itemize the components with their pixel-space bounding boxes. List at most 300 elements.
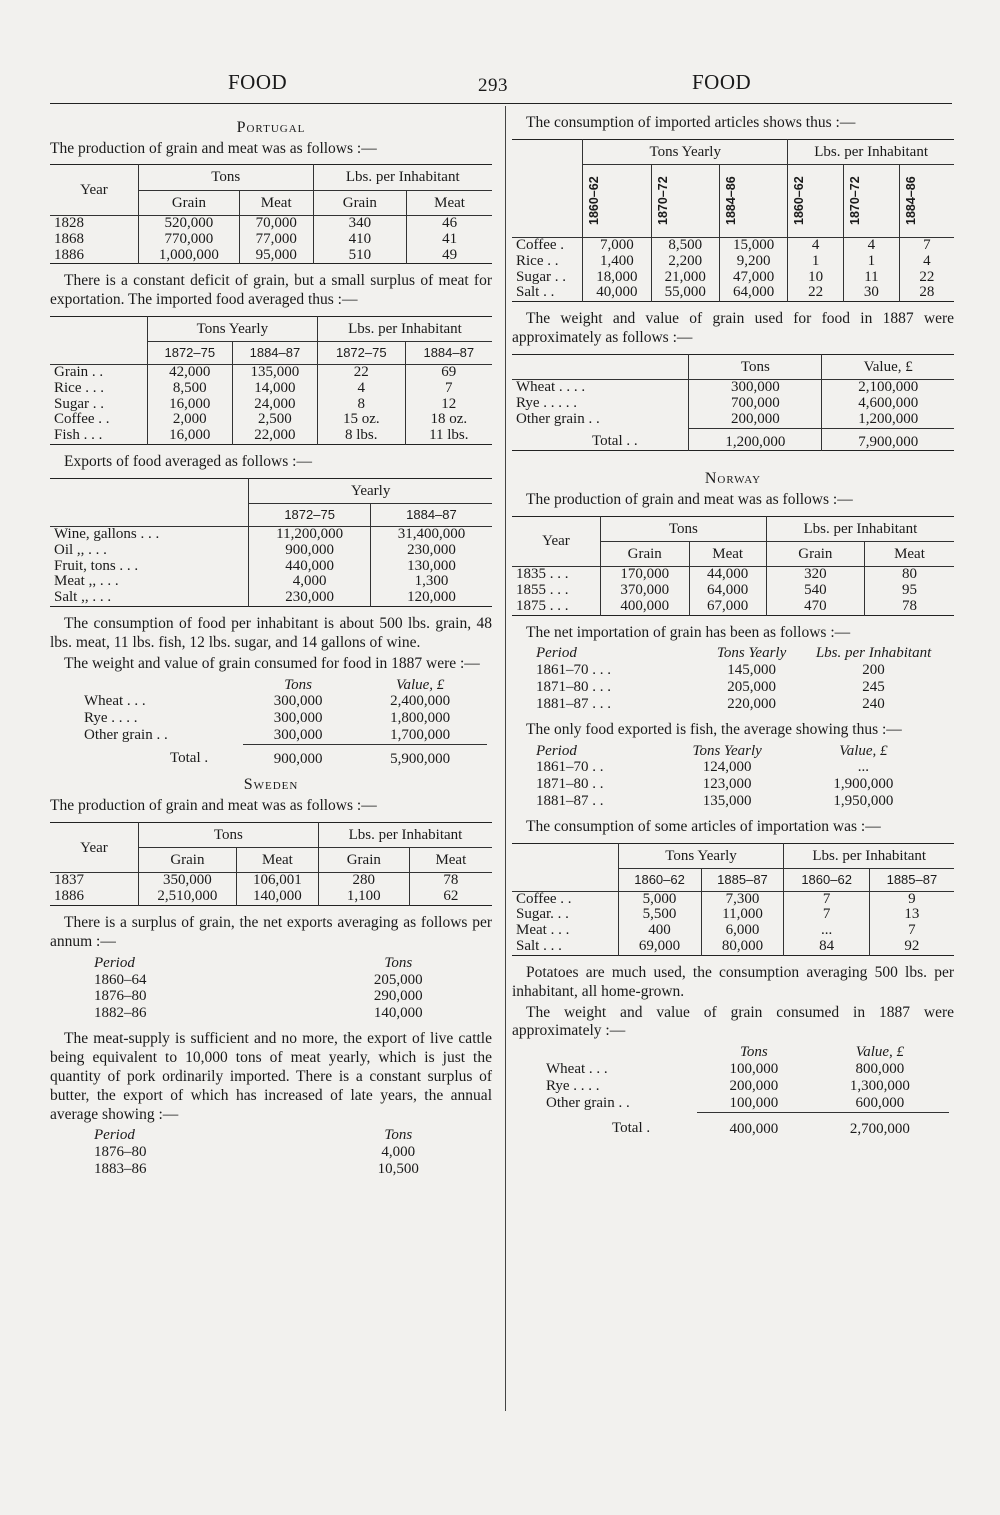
table-cell: 4 (788, 238, 844, 254)
table-row (542, 1095, 949, 1112)
col-header: Value, £ (395, 676, 445, 693)
col-header: Meat (407, 190, 492, 215)
table-cell: Wheat . . . (546, 1061, 608, 1078)
table-row (50, 428, 492, 444)
table-cell: Coffee . . (54, 411, 110, 428)
section-heading-norway: Norway (704, 470, 762, 488)
table-cell: 28 (899, 285, 954, 301)
table-cell: 900,000 (273, 750, 323, 767)
table-cell: 12 (405, 397, 492, 413)
table-row (80, 693, 487, 710)
table-row (50, 527, 492, 543)
col-header: Lbs. per Inhabitant (317, 317, 492, 342)
running-head-right: FOOD (692, 70, 752, 94)
table-cell: Sugar . . (516, 268, 566, 285)
paragraph: The consumption of some articles of importation was :— (526, 817, 881, 835)
norway-production-table (512, 516, 954, 616)
table-cell: 40,000 (583, 285, 651, 301)
col-header: 1885–87 (869, 868, 954, 891)
table-row (542, 1061, 949, 1078)
col-header: Tons (138, 822, 318, 847)
col-header: Grain (318, 848, 409, 873)
col-header-empty (80, 678, 243, 694)
total-row (80, 744, 487, 767)
table-cell: 7 (784, 907, 869, 923)
table-cell: Sugar. . . (516, 906, 569, 923)
col-header: Grain (600, 542, 689, 567)
table-row (50, 559, 492, 575)
col-header: 1870–72 (848, 176, 863, 226)
table-cell: Total . (170, 750, 209, 767)
table-cell: 7,900,000 (822, 428, 954, 451)
table-cell: 1837 (54, 872, 84, 889)
table-cell: Rice . . (516, 252, 559, 269)
table-row (512, 939, 954, 955)
table-cell: 100,000 (697, 1095, 812, 1112)
portugal-imports-table (50, 316, 492, 445)
paragraph: The meat-supply is sufficient and no more, the export of live cattle being equivalent to 10,000 tons of meat yearly, which is just the quantity of pork ordinarily imported. There is a constant surplus of butter, the export of which has increased of late years, the annual average showing :— (50, 1029, 492, 1123)
table-cell: 22 (899, 270, 954, 286)
table-cell: 1,700,000 (354, 727, 487, 744)
table-cell: Salt ,, . . . (54, 589, 112, 606)
table-row (90, 972, 488, 989)
table-cell: 2,200 (651, 254, 719, 270)
table-cell: 15 oz. (317, 412, 405, 428)
table-cell: 80,000 (701, 939, 784, 955)
paragraph: Potatoes are much used, the consumption averaging 500 lbs. per inhabitant, all home-grown. (512, 963, 954, 1000)
table-cell: 400,000 (600, 599, 689, 615)
table-cell: 18 oz. (405, 412, 492, 428)
table-cell: Wheat . . . (84, 693, 146, 710)
table-cell: 290,000 (373, 988, 423, 1005)
table-cell: 4 (844, 238, 900, 254)
table-cell: 520,000 (138, 216, 239, 232)
col-header: Tons (739, 1044, 768, 1061)
table-cell: 8,500 (651, 238, 719, 254)
table-cell: 370,000 (600, 583, 689, 599)
table-cell: Coffee . (516, 237, 565, 254)
table-cell: 230,000 (249, 590, 371, 606)
table-cell: 41 (407, 232, 492, 248)
table-cell: 69 (405, 365, 492, 381)
table-cell: 2,700,000 (849, 1120, 910, 1137)
table-cell: 1,800,000 (390, 710, 451, 727)
table-cell: 1,950,000 (833, 792, 894, 809)
table-row (50, 873, 492, 889)
col-header: Lbs. per Inhabitant (815, 645, 932, 662)
table-cell: Salt . . (516, 284, 555, 301)
table-cell: 13 (869, 907, 954, 923)
table-cell: 100,000 (729, 1061, 779, 1078)
table-cell: 69,000 (618, 939, 701, 955)
table-cell: 900,000 (249, 543, 371, 559)
portugal-production-table (50, 164, 492, 264)
paragraph: There is a constant deficit of grain, but a small surplus of meat for exportation. The imported food averaged thus :— (50, 272, 492, 309)
table-cell: Wine, gallons . . . (54, 526, 160, 543)
table-cell: 1881–87 . . . (536, 695, 611, 712)
table-cell: 770,000 (138, 232, 239, 248)
table-cell: 16,000 (147, 397, 232, 413)
table-cell: 1882–86 (94, 1005, 147, 1022)
table-cell: 64,000 (719, 285, 787, 301)
table-row (512, 412, 954, 428)
table-cell: 4,000 (249, 574, 371, 590)
table-cell: 400 (618, 923, 701, 939)
col-header: Value, £ (822, 355, 954, 380)
table-cell: Fish . . . (54, 427, 103, 444)
table-cell: 320 (766, 567, 864, 583)
table-row (512, 270, 954, 286)
table-cell: 4,600,000 (822, 396, 954, 412)
col-header: Tons (600, 516, 766, 541)
table-row (532, 759, 939, 776)
norway-imports-table (532, 646, 939, 712)
col-header: Meat (409, 848, 492, 873)
table-cell: Meat ,, . . . (54, 573, 119, 590)
table-cell: 8 lbs. (317, 428, 405, 444)
col-header: Grain (313, 190, 407, 215)
col-header: Tons Yearly (147, 317, 317, 342)
col-header: Tons (284, 676, 313, 693)
table-cell: 340 (313, 216, 407, 232)
table-cell: 5,500 (618, 907, 701, 923)
table-row (512, 599, 954, 615)
table-cell: 5,000 (618, 891, 701, 907)
table-cell: 4,000 (381, 1144, 416, 1161)
table-row (80, 727, 487, 744)
col-header: Year (80, 182, 108, 199)
col-header: Lbs. per Inhabitant (766, 516, 954, 541)
sweden-production-table (50, 822, 492, 906)
paragraph: The weight and value of grain consumed for food in 1887 were :— (64, 654, 480, 672)
col-header: Value, £ (855, 1044, 905, 1061)
table-row (542, 1078, 949, 1095)
table-cell: 11,200,000 (249, 527, 371, 543)
table-cell: Total . (612, 1120, 651, 1137)
paragraph: The production of grain and meat was as follows :— (50, 796, 377, 814)
table-row (90, 1161, 488, 1178)
table-cell: 300,000 (243, 727, 354, 744)
table-cell: 280 (318, 873, 409, 889)
col-header: Period (94, 1127, 135, 1144)
col-header: Year (80, 839, 108, 856)
table-cell: 84 (784, 939, 869, 955)
portugal-grain-value-table-2 (512, 354, 954, 451)
table-cell: 135,000 (702, 792, 752, 809)
table-row (50, 248, 492, 264)
section-heading-portugal: Portugal (236, 119, 306, 136)
col-header-empty (50, 478, 249, 526)
sweden-exports-table (90, 956, 488, 1022)
col-header: 1884–86 (723, 176, 738, 226)
table-cell: 245 (862, 679, 885, 696)
table-cell: 78 (864, 599, 954, 615)
table-cell: 470 (766, 599, 864, 615)
table-cell: 1,100 (318, 889, 409, 905)
table-cell: 8,500 (147, 381, 232, 397)
col-header: 1884–87 (232, 342, 317, 365)
table-row (50, 412, 492, 428)
col-header: 1885–87 (701, 868, 784, 891)
paragraph: The net importation of grain has been as follows :— (526, 623, 851, 641)
table-cell: 1875 . . . (516, 597, 569, 614)
table-row (512, 238, 954, 254)
table-cell: 300,000 (273, 710, 323, 727)
col-header: Value, £ (839, 742, 888, 759)
left-column (50, 112, 492, 1186)
table-cell: 220,000 (727, 695, 776, 712)
table-cell: 1886 (54, 246, 84, 263)
table-row (50, 381, 492, 397)
col-header: 1870–72 (655, 176, 670, 226)
table-cell: 1,200,000 (689, 428, 822, 451)
table-row (50, 397, 492, 413)
col-header: Period (94, 954, 135, 971)
table-cell: 2,400,000 (390, 693, 451, 710)
table-cell: 21,000 (651, 270, 719, 286)
col-header-empty (50, 317, 147, 365)
table-cell: 510 (313, 248, 407, 264)
table-cell: 300,000 (689, 380, 822, 396)
col-header: Lbs. per Inhabitant (313, 165, 492, 190)
col-header-empty (512, 355, 689, 380)
table-cell: 1881–87 . . (536, 792, 604, 809)
table-row (532, 776, 939, 793)
table-cell: 1835 . . . (516, 566, 569, 583)
table-cell: 11,000 (701, 907, 784, 923)
table-cell: 47,000 (719, 270, 787, 286)
col-header: Meat (864, 542, 954, 567)
col-header: Tons Yearly (716, 645, 787, 662)
col-header: 1860–62 (618, 868, 701, 891)
table-cell: 124,000 (702, 759, 752, 776)
total-row (542, 1112, 949, 1137)
table-cell: 77,000 (239, 232, 313, 248)
column-divider (505, 106, 506, 1411)
table-cell: 64,000 (689, 583, 766, 599)
table-cell: 1868 (54, 230, 84, 247)
table-cell: Total . . (592, 433, 638, 450)
table-cell: 67,000 (689, 599, 766, 615)
table-row (50, 543, 492, 559)
table-cell: Oil ,, . . . (54, 541, 107, 558)
col-header-empty (512, 139, 583, 237)
paragraph: The consumption of food per inhabitant is about 500 lbs. grain, 48 lbs. meat, 11 lbs. fish, 12 lbs. sugar, and 14 gallons of wine. (50, 614, 492, 651)
norway-fish-table (532, 744, 939, 810)
col-header: Grain (138, 190, 239, 215)
table-cell: 1886 (54, 888, 84, 905)
col-header: Lbs. per Inhabitant (784, 843, 954, 868)
table-cell: Rye . . . . (84, 710, 138, 727)
table-cell: 49 (407, 248, 492, 264)
table-cell: 9 (869, 891, 954, 907)
table-cell: ... (784, 923, 869, 939)
col-header: Meat (236, 848, 318, 873)
table-cell: 62 (409, 889, 492, 905)
right-column (512, 112, 954, 1145)
portugal-grain-value-table (80, 678, 487, 768)
table-cell: Fruit, tons . . . (54, 557, 139, 574)
col-header: Lbs. per Inhabitant (788, 139, 954, 164)
running-head-left: FOOD (228, 70, 288, 94)
col-header: Tons (384, 954, 413, 971)
table-cell: 1861–70 . . . (536, 662, 611, 679)
table-cell: 1 (788, 254, 844, 270)
paragraph: The consumption of imported articles shows thus :— (526, 114, 856, 131)
col-header: Lbs. per Inhabitant (318, 822, 492, 847)
table-cell: 230,000 (370, 543, 492, 559)
table-cell: 400,000 (729, 1120, 779, 1137)
table-cell: 11 (844, 270, 900, 286)
table-cell: 22 (317, 365, 405, 381)
table-cell: 135,000 (232, 365, 317, 381)
col-header: 1884–86 (903, 176, 918, 226)
table-row (512, 254, 954, 270)
table-cell: 31,400,000 (370, 527, 492, 543)
table-cell: Salt . . . (516, 937, 562, 954)
table-cell: 700,000 (689, 396, 822, 412)
col-header: Year (542, 533, 570, 550)
col-header: 1860–62 (587, 176, 602, 226)
table-cell: 8 (317, 397, 405, 413)
table-row (512, 583, 954, 599)
table-row (532, 679, 939, 696)
table-cell: Wheat . . . . (516, 379, 586, 396)
table-cell: Other grain . . (84, 727, 168, 744)
table-cell: 80 (864, 567, 954, 583)
table-cell: 1,200,000 (822, 412, 954, 428)
table-cell: Sugar . . (54, 395, 104, 412)
table-row (50, 574, 492, 590)
table-cell: 106,001 (236, 873, 318, 889)
col-header: Yearly (249, 478, 492, 503)
table-cell: 1871–80 . . . (536, 679, 611, 696)
table-cell: Rye . . . . (546, 1077, 600, 1094)
table-cell: 7 (405, 381, 492, 397)
table-row (50, 365, 492, 381)
table-row (90, 1144, 488, 1161)
col-header: 1872–75 (147, 342, 232, 365)
table-cell: 24,000 (232, 397, 317, 413)
table-cell: 123,000 (702, 776, 752, 793)
table-cell: 92 (869, 939, 954, 955)
table-cell: 10,500 (377, 1161, 419, 1177)
paragraph: The weight and value of grain used for food in 1887 were approximately as follows :— (512, 310, 954, 347)
table-cell: 7,000 (583, 238, 651, 254)
portugal-consumption-table (512, 139, 954, 302)
table-cell: 1 (844, 254, 900, 270)
table-cell: 55,000 (651, 285, 719, 301)
table-cell: 2,000 (147, 412, 232, 428)
table-cell: 2,100,000 (822, 380, 954, 396)
table-cell: 140,000 (236, 889, 318, 905)
table-cell: Other grain . . (516, 411, 600, 428)
table-row (80, 710, 487, 727)
table-row (50, 590, 492, 606)
paragraph: Exports of food averaged as follows :— (64, 452, 312, 470)
table-cell: 240 (862, 695, 885, 712)
table-row (532, 793, 939, 810)
col-header: Meat (689, 542, 766, 567)
total-row (512, 428, 954, 451)
table-cell: Grain . . (54, 364, 104, 381)
col-header: Tons Yearly (692, 742, 762, 759)
col-header: Tons (689, 355, 822, 380)
col-header: Period (536, 742, 577, 759)
table-cell: Rye . . . . . (516, 395, 578, 412)
table-cell: 7 (784, 891, 869, 907)
header-rule (50, 103, 952, 104)
sweden-butter-table (90, 1128, 488, 1177)
paragraph: There is a surplus of grain, the net exports averaging as follows per annum :— (50, 913, 492, 950)
table-row (50, 889, 492, 905)
table-cell: 2,500 (232, 412, 317, 428)
table-cell: 1,900,000 (833, 776, 894, 793)
col-header: Period (536, 645, 577, 662)
table-cell: 9,200 (719, 254, 787, 270)
table-cell: 350,000 (138, 873, 236, 889)
table-cell: 540 (766, 583, 864, 599)
portugal-exports-table (50, 478, 492, 607)
table-row (512, 907, 954, 923)
norway-grain-value-table (542, 1045, 949, 1137)
table-row (512, 380, 954, 396)
table-cell: 4 (317, 381, 405, 397)
table-cell: 10 (788, 270, 844, 286)
table-row (50, 216, 492, 232)
table-row (532, 662, 939, 679)
table-cell: 1861–70 . . (536, 759, 604, 776)
table-row (512, 396, 954, 412)
col-header: 1860–62 (792, 176, 807, 226)
table-row (532, 696, 939, 713)
table-cell: 14,000 (232, 381, 317, 397)
norway-consumption-table (512, 843, 954, 956)
table-cell: Rice . . . (54, 379, 104, 396)
paragraph: The weight and value of grain consumed in 1887 were approximately :— (512, 1003, 954, 1040)
table-cell: 205,000 (727, 679, 776, 696)
table-cell: 410 (313, 232, 407, 248)
table-cell: 130,000 (370, 559, 492, 575)
col-header: 1884–87 (405, 342, 492, 365)
table-cell: 200,000 (689, 412, 822, 428)
table-cell: 22 (788, 285, 844, 301)
table-cell: ... (857, 759, 870, 776)
table-cell: 1876–80 (94, 988, 147, 1005)
table-cell: Meat . . . (516, 922, 570, 939)
col-header: 1884–87 (370, 504, 492, 527)
table-cell: 46 (407, 216, 492, 232)
table-cell: 6,000 (701, 923, 784, 939)
table-cell: 42,000 (147, 365, 232, 381)
table-cell: 2,510,000 (138, 889, 236, 905)
paragraph: The production of grain and meat was as follows :— (526, 490, 853, 508)
col-header: Grain (766, 542, 864, 567)
table-cell: Other grain . . (546, 1094, 630, 1111)
table-cell: 140,000 (373, 1005, 423, 1022)
table-cell: 7 (869, 923, 954, 939)
col-header: Tons Yearly (583, 139, 788, 164)
col-header: Tons (138, 165, 313, 190)
col-header: 1872–75 (249, 504, 371, 527)
col-header: Meat (239, 190, 313, 215)
table-cell: 11 lbs. (405, 428, 492, 444)
table-cell: 44,000 (689, 567, 766, 583)
table-cell: 145,000 (727, 662, 776, 679)
table-cell: 7,300 (701, 891, 784, 907)
col-header: Grain (138, 848, 236, 873)
table-cell: 95 (864, 583, 954, 599)
